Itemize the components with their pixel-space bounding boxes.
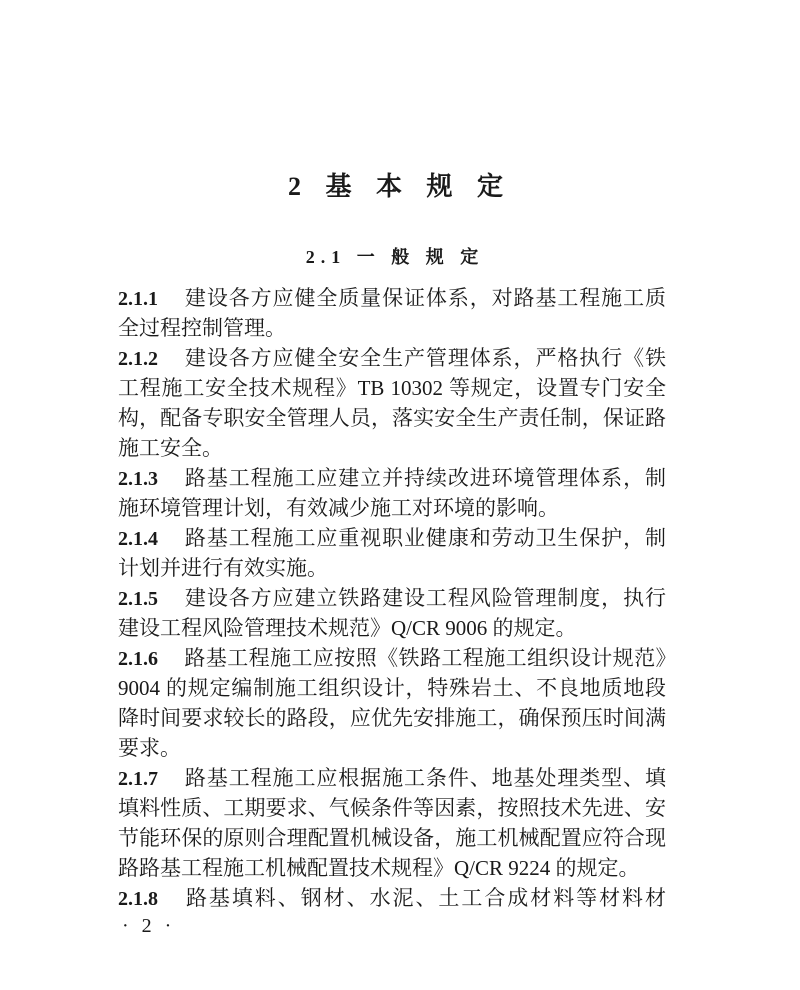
clause-text: 建设工程风险管理技术规范》Q/CR 9006 的规定。: [118, 616, 577, 640]
clause-text: 9004 的规定编制施工组织设计，特殊岩土、不良地质地段: [118, 676, 666, 700]
clause-number: 2.1.4: [118, 528, 158, 550]
clause-text: 建设各方应健全安全生产管理体系，严格执行《铁: [184, 346, 666, 370]
clause-text: 计划并进行有效实施。: [118, 556, 328, 580]
clause-line: [118, 433, 666, 463]
clause-text: 工程施工安全技术规程》TB 10302 等规定，设置专门安全: [118, 376, 666, 400]
clause-text: 构，配备专职安全管理人员，落实安全生产责任制，保证路: [118, 406, 666, 430]
clause-text: 建设各方应健全质量保证体系，对路基工程施工质: [184, 286, 666, 310]
clause-text: 路基填料、钢材、水泥、土工合成材料等材料材: [184, 886, 666, 910]
document-body: [118, 283, 666, 913]
clause-line: [118, 463, 666, 493]
clause-line: [118, 763, 666, 793]
clause-line: [118, 403, 666, 433]
clause-text: 路路基工程施工机械配置技术规程》Q/CR 9224 的规定。: [118, 856, 640, 880]
clause-line: [118, 643, 666, 673]
clause-line: [118, 853, 666, 883]
section-title: 2.1 一 般 规 定: [305, 247, 485, 267]
clause-line: [118, 793, 666, 823]
clause-number: 2.1.6: [118, 648, 158, 670]
page-number: · 2 ·: [122, 915, 176, 937]
clause-text: 建设各方应建立铁路建设工程风险管理制度，执行: [184, 586, 666, 610]
clause-text: 施环境管理计划，有效减少施工对环境的影响。: [118, 496, 559, 520]
clause-text: 路基工程施工应按照《铁路工程施工组织设计规范》: [184, 646, 666, 670]
clause-text: 路基工程施工应重视职业健康和劳动卫生保护，制: [184, 526, 666, 550]
clause-number: 2.1.1: [118, 288, 158, 310]
clause-line: [118, 343, 666, 373]
clause-text: 全过程控制管理。: [118, 316, 286, 340]
clause-line: [118, 313, 666, 343]
clause-line: [118, 883, 666, 913]
clause-line: [118, 733, 666, 763]
clause-line: [118, 583, 666, 613]
clause-line: [118, 703, 666, 733]
clause-text: 降时间要求较长的路段，应优先安排施工，确保预压时间满: [118, 706, 666, 730]
clause-number: 2.1.3: [118, 468, 158, 490]
clause-line: [118, 613, 666, 643]
clause-line: [118, 493, 666, 523]
clause-number: 2.1.2: [118, 348, 158, 370]
clause-number: 2.1.8: [118, 888, 158, 910]
chapter-title: 2 基 本 规 定: [287, 172, 512, 201]
clause-text: 施工安全。: [118, 436, 223, 460]
clause-number: 2.1.5: [118, 588, 158, 610]
clause-text: 节能环保的原则合理配置机械设备，施工机械配置应符合现: [118, 826, 666, 850]
clause-line: [118, 523, 666, 553]
clause-text: 要求。: [118, 736, 181, 760]
clause-number: 2.1.7: [118, 768, 158, 790]
clause-line: [118, 823, 666, 853]
clause-text: 路基工程施工应根据施工条件、地基处理类型、填: [184, 766, 666, 790]
clause-line: [118, 283, 666, 313]
clause-line: [118, 673, 666, 703]
clause-text: 填料性质、工期要求、气候条件等因素，按照技术先进、安: [118, 796, 666, 820]
clause-line: [118, 553, 666, 583]
clause-line: [118, 373, 666, 403]
clause-text: 路基工程施工应建立并持续改进环境管理体系，制: [184, 466, 666, 490]
